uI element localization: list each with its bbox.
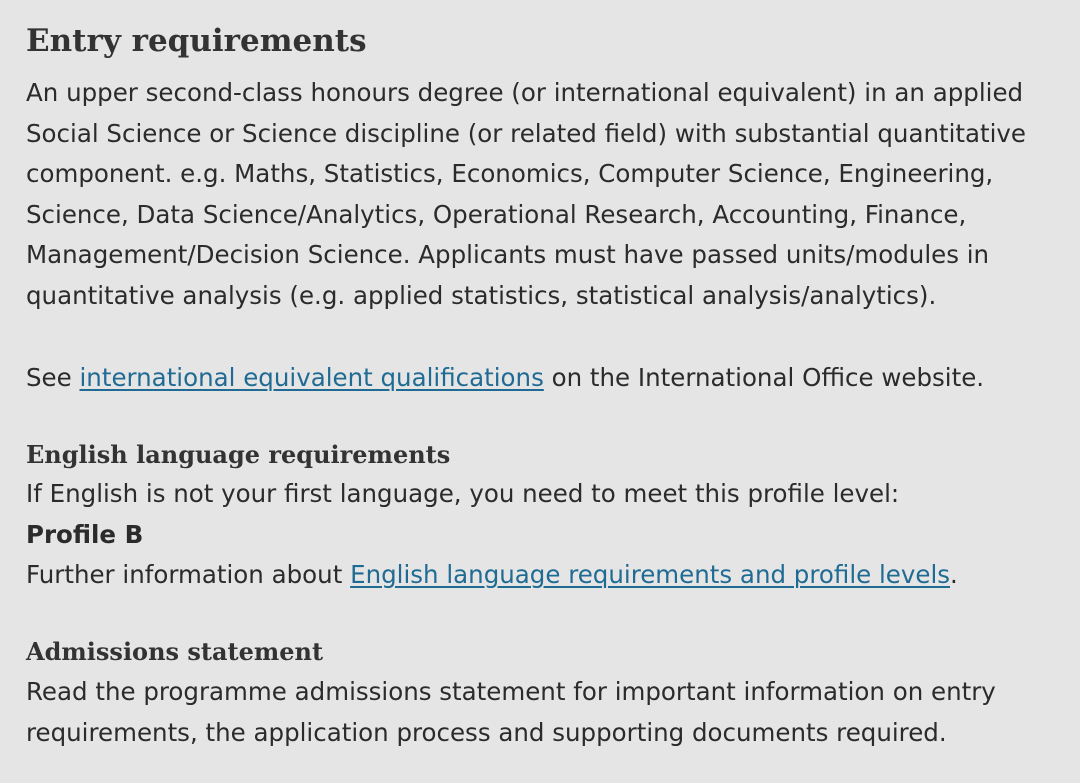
description-line: Science, Data Science/Analytics, Operational Research, Accounting, Finance, <box>26 199 967 229</box>
see-prefix-text: See <box>26 363 80 392</box>
english-intro-text: If English is not your first language, you need to meet this profile level: <box>26 479 900 508</box>
profile-level-text: Profile B <box>26 519 144 549</box>
description-line: component. e.g. Maths, Statistics, Economics, Computer Science, Engineering, <box>26 159 994 188</box>
admissions-line: requirements, the application process and supporting documents required. <box>26 717 947 747</box>
entry-requirements-heading: Entry requirements <box>26 23 367 59</box>
english-language-heading: English language requirements <box>26 440 451 469</box>
further-info-prefix-text: Further information about <box>26 560 351 589</box>
international-equivalents-paragraph <box>26 358 1066 399</box>
further-info-suffix-text: . <box>950 560 958 589</box>
description-line: An upper second-class honours degree (or international equivalent) in an applied <box>26 78 1024 107</box>
international-equivalent-qualifications-link[interactable]: international equivalent qualifications <box>79 363 544 392</box>
english-language-requirements-link[interactable]: English language requirements and profile levels <box>350 560 951 589</box>
english-language-paragraph <box>26 474 1066 596</box>
entry-requirements-description <box>26 73 1066 316</box>
description-line: quantitative analysis (e.g. applied statistics, statistical analysis/analytics). <box>26 280 937 310</box>
admissions-statement-paragraph <box>26 672 1066 753</box>
description-line: Social Science or Science discipline (or related field) with substantial quantitative <box>26 118 1027 148</box>
admissions-line: Read the programme admissions statement for important information on entry <box>26 677 996 706</box>
description-line: Management/Decision Science. Applicants must have passed units/modules in <box>26 240 990 269</box>
admissions-statement-heading: Admissions statement <box>26 637 324 666</box>
see-suffix-text: on the International Office website. <box>543 363 985 392</box>
